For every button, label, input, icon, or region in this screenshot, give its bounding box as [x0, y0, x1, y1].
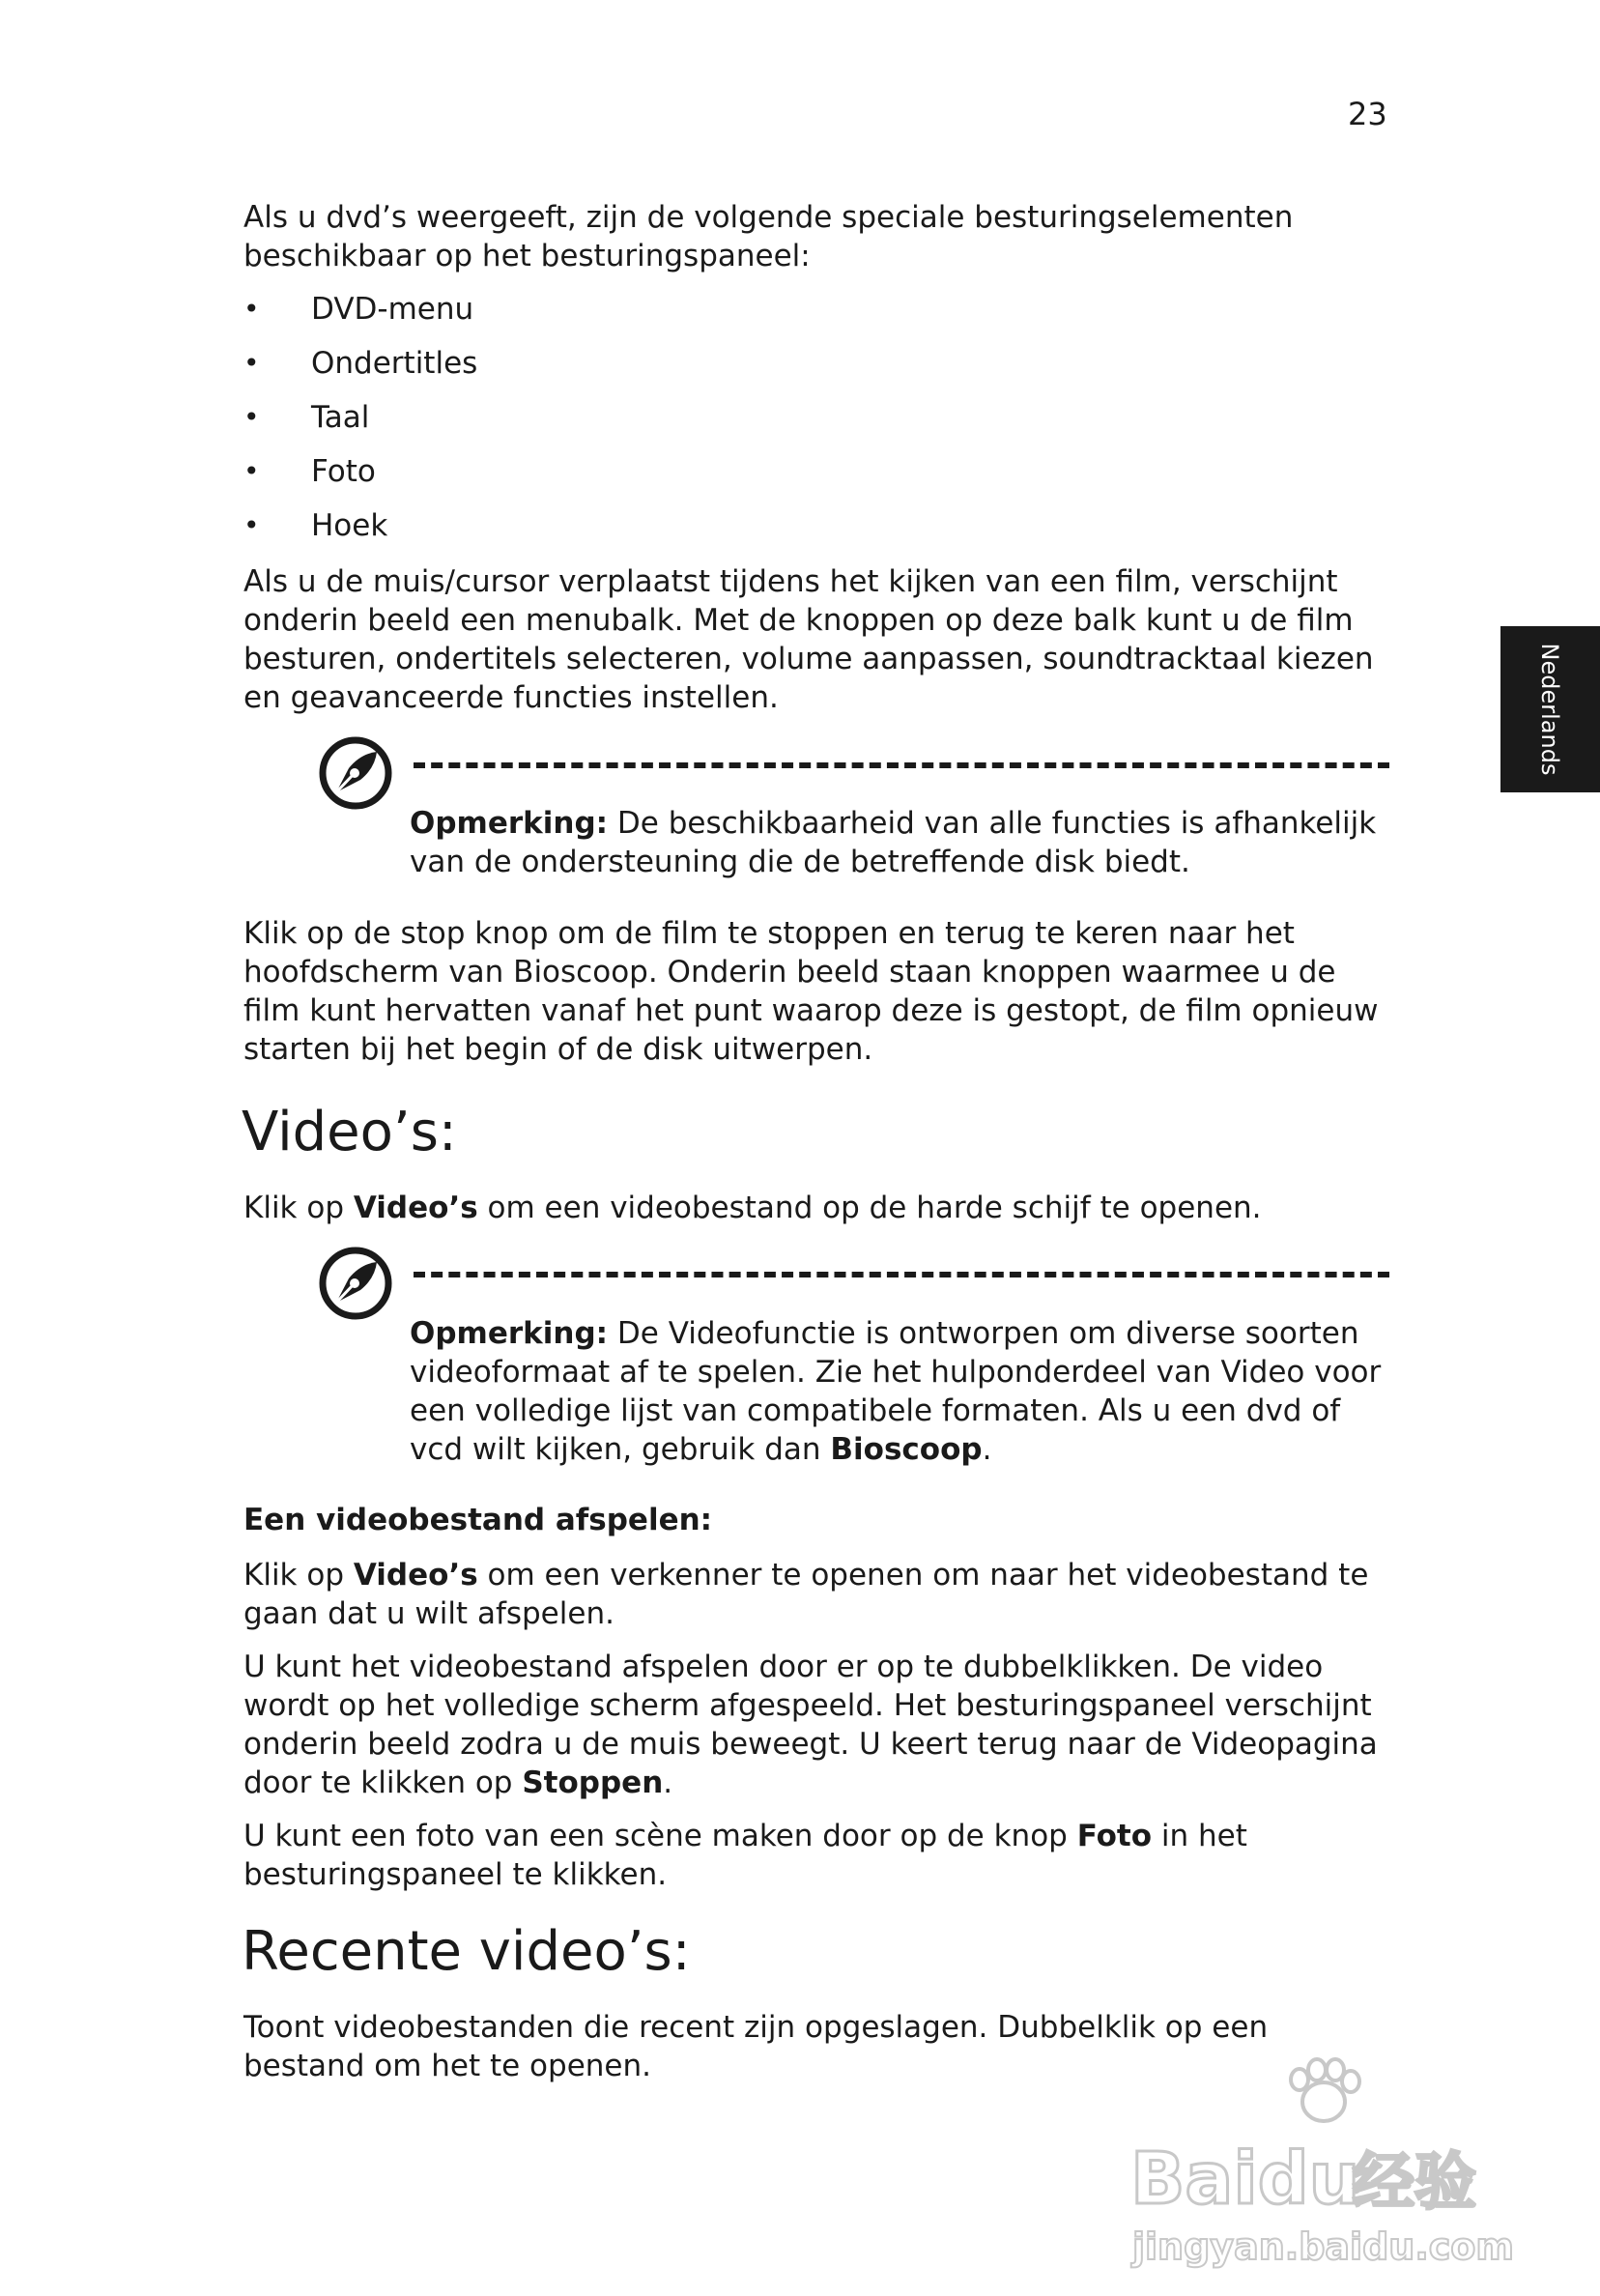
bullet-marker: • — [243, 455, 260, 487]
bullet-marker: • — [243, 509, 260, 541]
intro-paragraph: Als u dvd’s weergeeft, zijn de volgende speciale besturingselementen beschikbaar op het besturingspaneel: — [243, 200, 1294, 273]
text-run: . — [982, 1432, 992, 1467]
ui-term: Bioscoop — [830, 1432, 983, 1467]
page-number: 23 — [1348, 96, 1387, 132]
section-heading-videos: Video’s: — [242, 1101, 457, 1163]
videos-intro-paragraph — [243, 1189, 1393, 1227]
stop-paragraph: Klik op de stop knop om de film te stoppen en terug te keren naar het hoofdscherm van Bioscoop. Onderin beeld staan knoppen waarmee u de film kunt hervatten vanaf het punt waarop deze is gestopt, de film opnieuw starten bij het begin of de disk uitwerpen. — [243, 916, 1379, 1067]
note-label: Opmerking: — [410, 1316, 609, 1351]
note-label: Opmerking: — [410, 806, 609, 841]
list-item-text: Taal — [311, 400, 370, 435]
note-divider — [414, 762, 1389, 768]
watermark-brand-cn: 经验 — [1353, 2147, 1476, 2219]
watermark-brand: Baidu — [1130, 2138, 1360, 2221]
note-pen-icon — [317, 1245, 394, 1322]
text-run: Klik op — [243, 1558, 354, 1593]
section-heading-recent-videos: Recente video’s: — [242, 1920, 691, 1983]
ui-term: Video’s — [353, 1558, 478, 1593]
note-text — [410, 804, 1386, 881]
baidu-watermark-logo — [1121, 2049, 1527, 2271]
text-run: U kunt een foto van een scène maken door op de knop — [243, 1819, 1077, 1853]
list-item-text: Ondertitles — [311, 346, 478, 381]
text-run: . — [663, 1765, 673, 1800]
text-run: om een videobestand op de harde schijf te openen. — [477, 1191, 1262, 1225]
note-pen-icon — [317, 734, 394, 812]
ui-term: Video’s — [353, 1191, 478, 1225]
play-paragraph-3 — [243, 1817, 1393, 1894]
language-tab — [1500, 626, 1600, 792]
cursor-paragraph: Als u de muis/cursor verplaatst tijdens het kijken van een film, verschijnt onderin beeld een menubalk. Met de knoppen op deze balk kunt u de film besturen, ondertitels selecteren, volume aanpassen, soundtracktaal kiezen en geavanceerde functies instellen. — [243, 564, 1374, 715]
note-body: De beschikbaarheid van alle functies is afhankelijk van de ondersteuning die de betreffende disk biedt. — [410, 806, 1377, 879]
list-item-text: Foto — [311, 454, 376, 489]
text-run: om een verkenner te openen om naar het videobestand te gaan dat u wilt afspelen. — [243, 1558, 1369, 1631]
bullet-marker: • — [243, 293, 260, 325]
list-item-text: DVD-menu — [311, 292, 474, 327]
play-paragraph-2 — [243, 1648, 1393, 1802]
watermark-url: jingyan.baidu.com — [1132, 2225, 1514, 2268]
language-tab-label: Nederlands — [1536, 643, 1563, 776]
list-item-text: Hoek — [311, 508, 388, 543]
bullet-marker: • — [243, 401, 260, 433]
subheading-play-video: Een videobestand afspelen: — [243, 1503, 713, 1537]
note-divider — [414, 1272, 1389, 1277]
text-run: in het besturingspaneel te klikken. — [243, 1819, 1247, 1892]
recent-paragraph: Toont videobestanden die recent zijn opgeslagen. Dubbelklik op een bestand om het te openen. — [243, 2010, 1269, 2083]
text-run: U kunt het videobestand afspelen door er op te dubbelklikken. De video wordt op het volledige scherm afgespeeld. Het besturingspaneel verschijnt onderin beeld zodra u de muis beweegt. U keert terug naar de Videopagina door te klikken op — [243, 1650, 1378, 1800]
note-body: De Videofunctie is ontworpen om diverse soorten videoformaat af te spelen. Zie het hulponderdeel van Video voor een volledige lijst van compatibele formaten. Als u een dvd of vcd wilt kijken, gebruik dan — [410, 1316, 1382, 1467]
ui-term: Foto — [1076, 1819, 1153, 1853]
play-paragraph-1 — [243, 1556, 1393, 1633]
bullet-marker: • — [243, 347, 260, 379]
ui-term: Stoppen — [522, 1765, 664, 1800]
note-text — [410, 1314, 1386, 1469]
text-run: Klik op — [243, 1191, 354, 1225]
